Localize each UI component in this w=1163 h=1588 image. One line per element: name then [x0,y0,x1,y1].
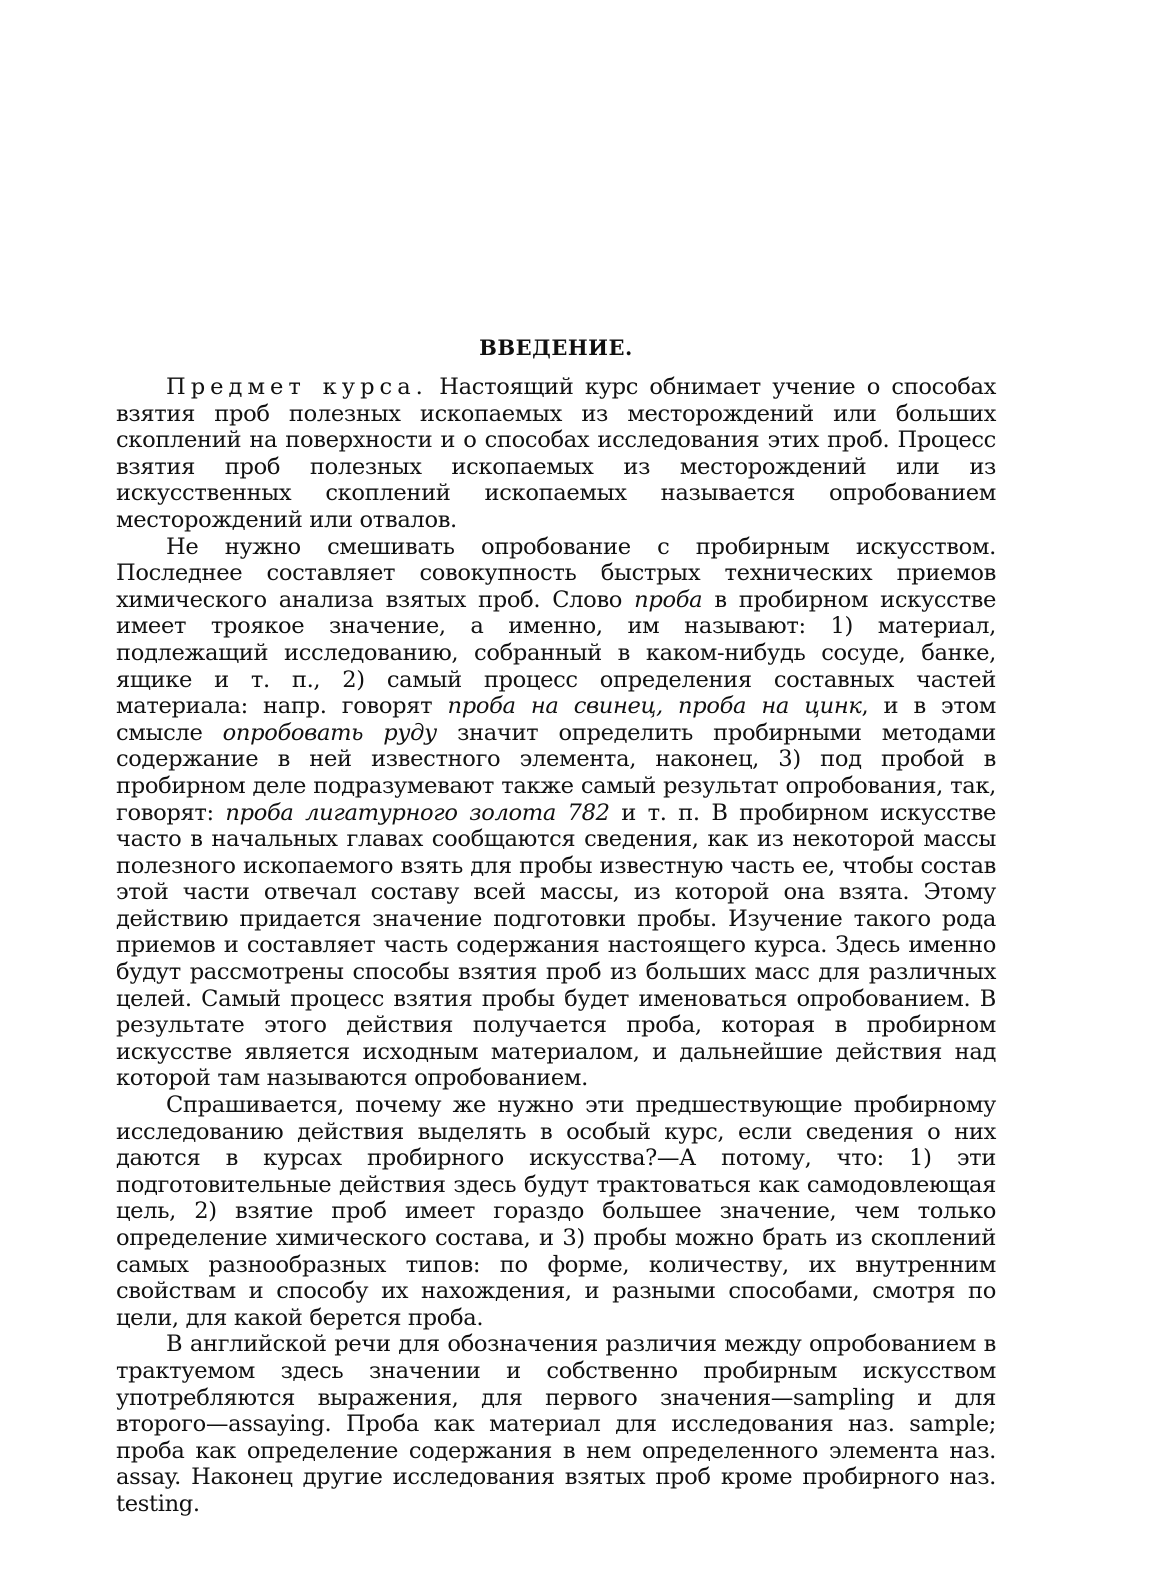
paragraph-text: и т. п. В пробирном искусстве часто в начальных главах сообщаются сведения, как из некоторой массы полезного ископаемого взять для пробы известную часть ее, чтобы состав этой части отвечал составу всей массы, из которой она взята. Этому действию придается значение подготовки пробы. Изучение такого рода приемов и составляет часть содержания настоящего курса. Здесь именно будут рассмотрены способы взятия проб из больших масс для различных целей. Самый процесс взятия пробы будет именоваться опробованием. В результате этого действия получается проба, которая в пробирном искусстве является исходным материалом, и дальнейшие действия над которой там называются опробованием. [116,799,997,1092]
paragraph-text: Настоящий курс обнимает учение о способах взятия проб полезных ископаемых из месторождений или больших скоплений на поверхности и о способах исследования этих проб. Процесс взятия проб полезных ископаемых из месторождений или из искусственных скоплений ископаемых называется опробованием месторождений или отвалов. [116,374,996,533]
italic-term: проба на свинец, проба на цинк [447,693,862,720]
italic-term: проба лигатурного золота 782 [225,799,610,826]
section-heading: Предмет курса. [166,374,428,400]
italic-term: проба [634,586,703,613]
page-title: ВВЕДЕНИЕ. [479,335,633,360]
paragraph-text: , и в этом смысле [116,693,996,746]
paragraph-subject [116,374,996,534]
paragraph-text: значит определить пробирными методами содержание в ней известного элемента, наконец, 3) под пробой в пробирном деле подразумевают также самый результат опробования, так, говорят: [116,719,997,826]
paragraph-text: Не нужно смешивать опробование с пробирным искусством. Последнее составляет совокупность быстрых технических приемов химического анализа взятых проб. Слово [116,533,996,613]
italic-term: опробовать руду [222,719,437,746]
document-page [116,334,996,1518]
paragraph-text: в пробирном искусстве имеет троякое значение, а именно, им называют: 1) материал, подлежащий исследованию, собранный в каком-нибудь сосуде, банке, ящике и т. п., 2) самый процесс определения составных частей материала: напр. говорят [116,586,996,720]
paragraph-question: Спрашивается, почему же нужно эти предшествующие пробирному исследованию действия выделять в особый курс, если сведения о них даются в курсах пробирного искусства?—А потому, что: 1) эти подготовительные действия здесь будут трактоваться как самодовлеющая цель, 2) взятие проб имеет гораздо большее значение, чем только определение химического состава, и 3) пробы можно брать из скоплений самых разнообразных типов: по форме, количеству, их внутренним свойствам и способу их нахождения, и разными способами, смотря по цели, для какой берется проба. [116,1092,996,1331]
paragraph-assay-meaning [116,534,996,1092]
paragraph-english-terms: В английской речи для обозначения различия между опробованием в трактуемом здесь значении и собственно пробирным искусством употребляются выражения, для первого значения—sampling и для второго—assaying. Проба как материал для исследования наз. sample; проба как определение содержания в нем определенного элемента наз. assay. Наконец другие исследования взятых проб кроме пробирного наз. testing. [116,1331,996,1517]
